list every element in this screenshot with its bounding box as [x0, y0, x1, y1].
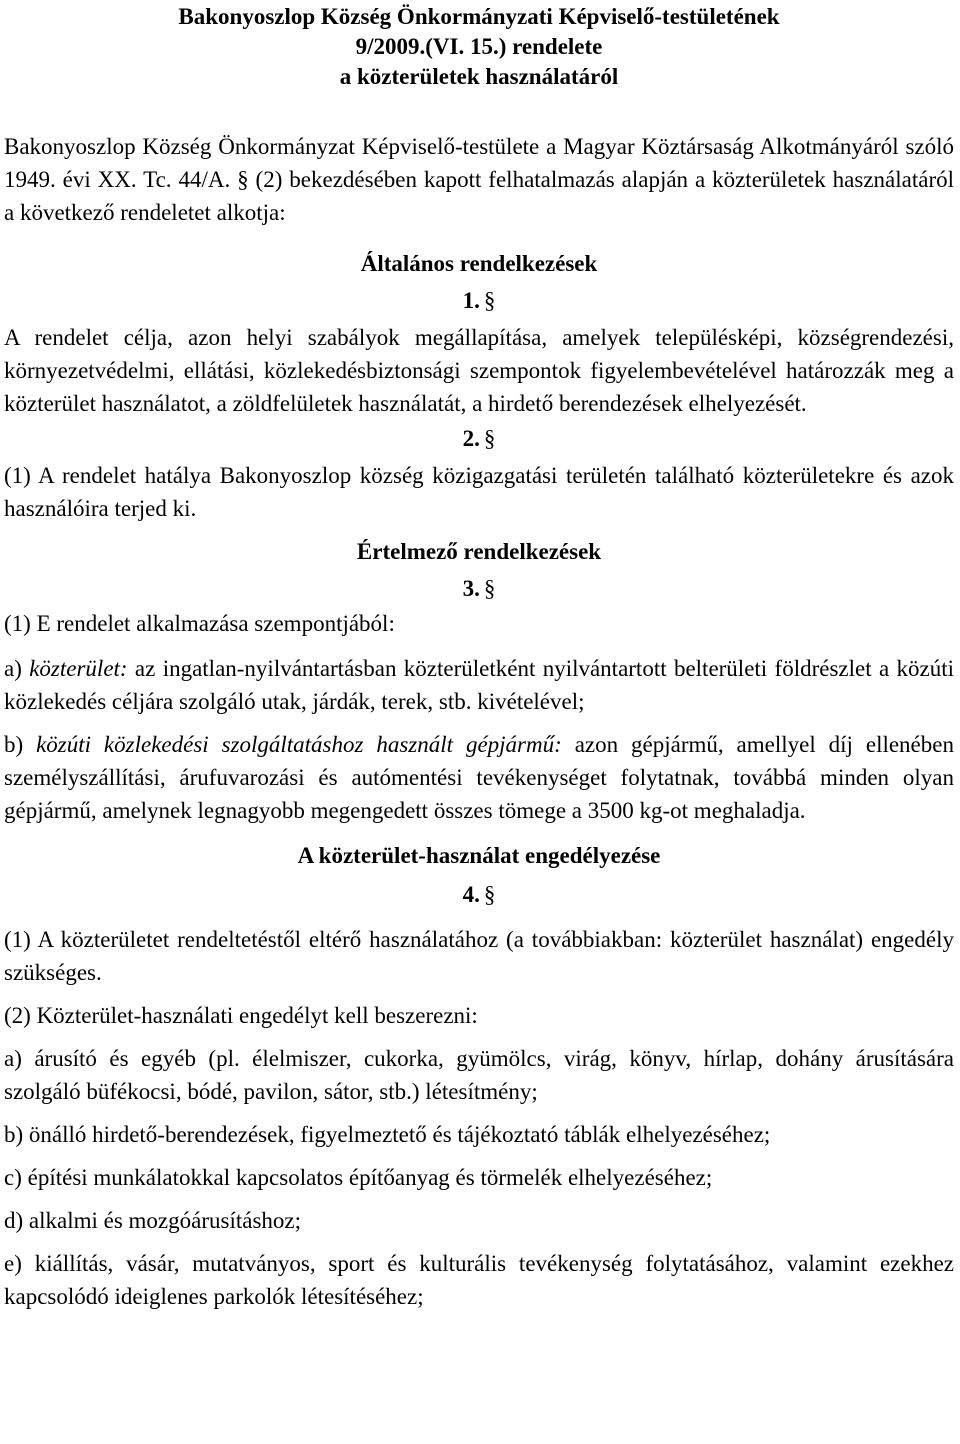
section-sign: §	[483, 288, 496, 313]
paragraph-4-item-d: d) alkalmi és mozgóárusításhoz;	[4, 1208, 302, 1233]
paragraph-4-item-c: c) építési munkálatokkal kapcsolatos építőanyag és törmelék elhelyezéséhez;	[4, 1165, 713, 1190]
item-a-term: közterület:	[29, 656, 128, 681]
section-heading-general: Általános rendelkezések	[360, 251, 598, 276]
paragraph-number-2-value: 2.	[462, 426, 480, 451]
section-heading-interpretive: Értelmező rendelkezések	[356, 539, 602, 564]
paragraph-4-item-a: a) árusító és egyéb (pl. élelmiszer, cukorka, gyümölcs, virág, könyv, hírlap, dohány árusítására szolgáló büfékocsi, bódé, pavilon, sátor, stb.) létesítmény;	[4, 1046, 954, 1104]
paragraph-3-item-b	[4, 728, 954, 827]
section-sign: §	[483, 576, 496, 601]
paragraph-1-text: A rendelet célja, azon helyi szabályok megállapítása, amelyek településképi, községrendezési, környezetvédelmi, ellátási, közlekedésbiztonsági szempontok figyelembevételével határozzák meg a közterület használatot, a zöldfelületek használatát, a hirdető berendezések elhelyezését.	[4, 325, 954, 416]
section-sign: §	[483, 426, 496, 451]
title-line-3: a közterületek használatáról	[339, 64, 619, 89]
paragraph-4-item-b: b) önálló hirdető-berendezések, figyelmeztető és tájékoztató táblák elhelyezéséhez;	[4, 1122, 771, 1147]
paragraph-number-1	[4, 284, 954, 317]
paragraph-number-4-value: 4.	[462, 882, 480, 907]
paragraph-4-item-e: e) kiállítás, vásár, mutatványos, sport és kulturális tevékenység folytatásához, valamint ezekhez kapcsolódó ideiglenes parkolók létesítéséhez;	[4, 1251, 954, 1309]
paragraph-3-item-a	[4, 652, 954, 718]
section-sign: §	[483, 882, 496, 907]
item-b-text: azon gépjármű, amellyel díj ellenében személyszállítási, árufuvarozási és autómentési tevékenységet folytatnak, továbbá minden olyan gépjármű, amelynek legnagyobb megengedett összes tömege a 3500 kg-ot meghaladja.	[4, 732, 954, 823]
item-b-term: közúti közlekedési szolgáltatáshoz használt gépjármű:	[36, 732, 562, 757]
paragraph-number-3	[4, 572, 954, 605]
paragraph-4-sub-2: (2) Közterület-használati engedélyt kell beszerezni:	[4, 1003, 478, 1028]
paragraph-4-sub-1: (1) A közterületet rendeltetéstől eltérő használatához (a továbbiakban: közterület használat) engedély szükséges.	[4, 927, 954, 985]
paragraph-3-intro: (1) E rendelet alkalmazása szempontjából:	[4, 611, 395, 636]
document-title	[4, 2, 954, 92]
paragraph-2-text: (1) A rendelet hatálya Bakonyoszlop község közigazgatási területén található közterületekre és azok használóira terjed ki.	[4, 463, 954, 521]
item-b-prefix: b)	[4, 732, 37, 757]
paragraph-number-2	[4, 422, 954, 455]
title-line-2: 9/2009.(VI. 15.) rendelete	[355, 34, 603, 59]
item-a-text: az ingatlan-nyilvántartásban közterületként nyilvántartott belterületi földrészlet a közúti közlekedés céljára szolgáló utak, járdák, terek, stb. kivételével;	[4, 656, 954, 714]
preamble: Bakonyoszlop Község Önkormányzat Képviselő-testülete a Magyar Köztársaság Alkotmányáról szóló 1949. évi XX. Tc. 44/A. § (2) bekezdésében kapott felhatalmazás alapján a közterületek használatáról a következő rendeletet alkotja:	[4, 134, 954, 225]
document-page	[0, 2, 960, 1444]
title-line-1: Bakonyoszlop Község Önkormányzati Képviselő-testületének	[178, 4, 780, 29]
paragraph-number-3-value: 3.	[462, 576, 480, 601]
paragraph-number-4	[4, 878, 954, 911]
paragraph-number-1-value: 1.	[462, 288, 480, 313]
section-heading-permit: A közterület-használat engedélyezése	[297, 843, 661, 868]
item-a-prefix: a)	[4, 656, 30, 681]
